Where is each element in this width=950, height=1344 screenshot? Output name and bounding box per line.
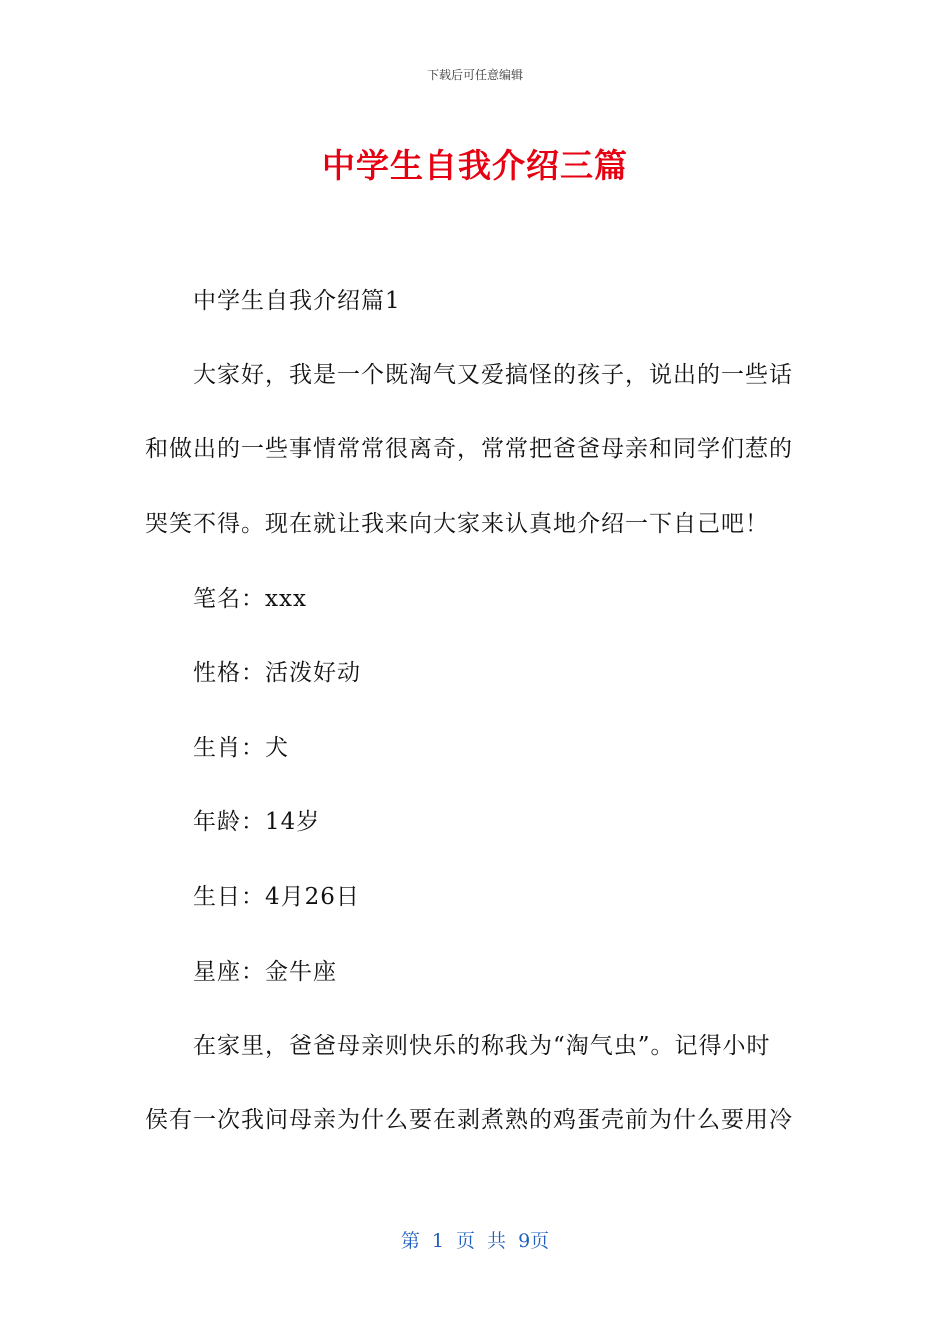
section-heading: 中学生自我介绍篇1: [193, 288, 401, 314]
paragraph-2-line-2: 侯有一次我问母亲为什么要在剥煮熟的鸡蛋壳前为什么要用冷: [145, 1107, 793, 1133]
profile-zodiac: 生肖：犬: [193, 735, 289, 761]
profile-birthday: 生日：4月26日: [193, 884, 360, 910]
profile-age: 年龄：14岁: [193, 809, 321, 835]
document-title: 中学生自我介绍三篇: [322, 146, 628, 185]
profile-pen-name: 笔名：xxx: [193, 586, 307, 612]
profile-constellation: 星座：金牛座: [193, 959, 337, 985]
paragraph-1-line-3: 哭笑不得。现在就让我来向大家来认真地介绍一下自己吧！: [145, 511, 769, 537]
page-footer: 第 1 页 共 9页: [400, 1230, 550, 1252]
paragraph-1-line-1: 大家好，我是一个既淘气又爱搞怪的孩子，说出的一些话: [193, 362, 793, 388]
profile-personality: 性格：活泼好动: [193, 660, 361, 686]
header-note: 下载后可任意编辑: [426, 68, 523, 82]
paragraph-1-line-2: 和做出的一些事情常常很离奇，常常把爸爸母亲和同学们惹的: [145, 436, 793, 462]
paragraph-2-line-1: 在家里，爸爸母亲则快乐的称我为“淘气虫”。记得小时: [193, 1033, 771, 1059]
